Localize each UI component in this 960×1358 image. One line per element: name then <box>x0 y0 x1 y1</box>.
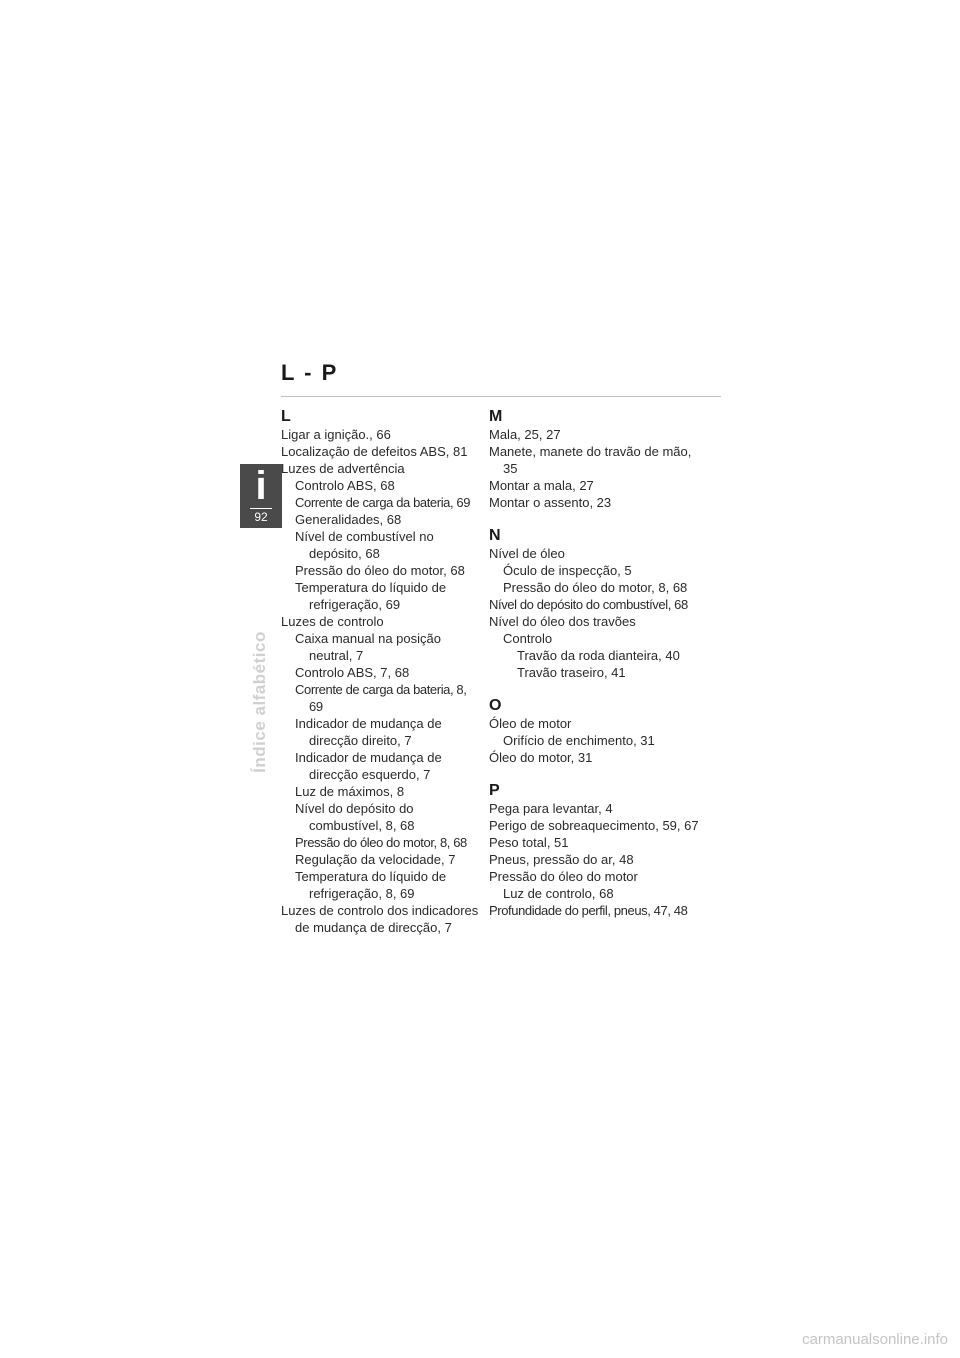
index-entry: Luzes de controlo dos indicadores de mudança de direcção, 7 <box>281 903 479 935</box>
index-section <box>489 527 699 681</box>
index-entry: Perigo de sobreaquecimento, 59, 67 <box>489 818 699 833</box>
index-entry: Corrente de carga da bateria, 8, 69 <box>295 682 467 714</box>
watermark: carmanualsonline.info <box>802 1331 948 1348</box>
index-entry: Nível do óleo dos travões <box>489 614 636 629</box>
section-tab <box>240 464 282 528</box>
index-entry: Pneus, pressão do ar, 48 <box>489 852 634 867</box>
index-entry: Luzes de controlo <box>281 614 384 629</box>
index-entry: Óleo de motor <box>489 716 572 731</box>
index-entry: Temperatura do líquido de refrigeração, 69 <box>295 580 447 612</box>
index-entry: Indicador de mudança de direcção direito, 7 <box>295 716 442 748</box>
index-entry: Profundidade do perfil, pneus, 47, 48 <box>489 903 688 918</box>
index-entry: Manete, manete do travão de mão, 35 <box>489 444 692 476</box>
index-entry: Caixa manual na posição neutral, 7 <box>295 631 441 663</box>
section-letter: L <box>281 408 291 425</box>
section-letter: P <box>489 782 500 799</box>
index-entry: Regulação da velocidade, 7 <box>295 852 456 867</box>
info-icon: i <box>255 464 267 508</box>
index-entry: Luzes de advertência <box>281 461 405 476</box>
section-letter: O <box>489 697 502 714</box>
index-entry: Óculo de inspecção, 5 <box>503 563 632 578</box>
index-entry: Temperatura do líquido de refrigeração, 8, 69 <box>295 869 447 901</box>
index-column-right <box>489 408 699 919</box>
index-entry: Nível de combustível no depósito, 68 <box>295 529 434 561</box>
index-entry: Montar a mala, 27 <box>489 478 594 493</box>
index-entry: Luz de controlo, 68 <box>503 886 614 901</box>
index-entry: Pressão do óleo do motor, 68 <box>295 563 465 578</box>
index-entry: Peso total, 51 <box>489 835 569 850</box>
index-entry: Luz de máximos, 8 <box>295 784 405 799</box>
index-entry: Pressão do óleo do motor <box>489 869 638 884</box>
index-entry: Generalidades, 68 <box>295 512 402 527</box>
index-entry: Corrente de carga da bateria, 69 <box>295 495 471 510</box>
index-entry: Nível de óleo <box>489 546 565 561</box>
index-entry: Travão traseiro, 41 <box>517 665 626 680</box>
section-label: Índice alfabético <box>250 631 269 773</box>
index-entry: Óleo do motor, 31 <box>489 750 593 765</box>
index-entry: Controlo ABS, 7, 68 <box>295 665 410 680</box>
index-section <box>281 408 481 936</box>
index-entry: Controlo <box>503 631 553 646</box>
index-section <box>489 408 699 511</box>
index-entry: Mala, 25, 27 <box>489 427 561 442</box>
index-entry: Travão da roda dianteira, 40 <box>517 648 680 663</box>
index-entry: Controlo ABS, 68 <box>295 478 395 493</box>
index-entry: Pressão do óleo do motor, 8, 68 <box>295 835 467 850</box>
index-entry: Ligar a ignição., 66 <box>281 427 391 442</box>
index-section <box>489 697 699 766</box>
index-entry: Pega para levantar, 4 <box>489 801 613 816</box>
index-entry: Localização de defeitos ABS, 81 <box>281 444 468 459</box>
index-entry: Nível do depósito do combustível, 68 <box>489 597 688 612</box>
index-section <box>489 782 699 919</box>
index-entry: Montar o assento, 23 <box>489 495 612 510</box>
page-number: 92 <box>254 510 268 524</box>
index-entry: Nível do depósito do combustível, 8, 68 <box>295 801 415 833</box>
index-entry: Pressão do óleo do motor, 8, 68 <box>503 580 688 595</box>
section-letter: N <box>489 527 501 544</box>
page-title: L - P <box>281 360 339 385</box>
index-entry: Indicador de mudança de direcção esquerdo, 7 <box>295 750 442 782</box>
section-letter: M <box>489 408 503 425</box>
header-divider <box>281 396 721 397</box>
index-column-left <box>281 408 481 936</box>
index-entry: Orifício de enchimento, 31 <box>503 733 655 748</box>
